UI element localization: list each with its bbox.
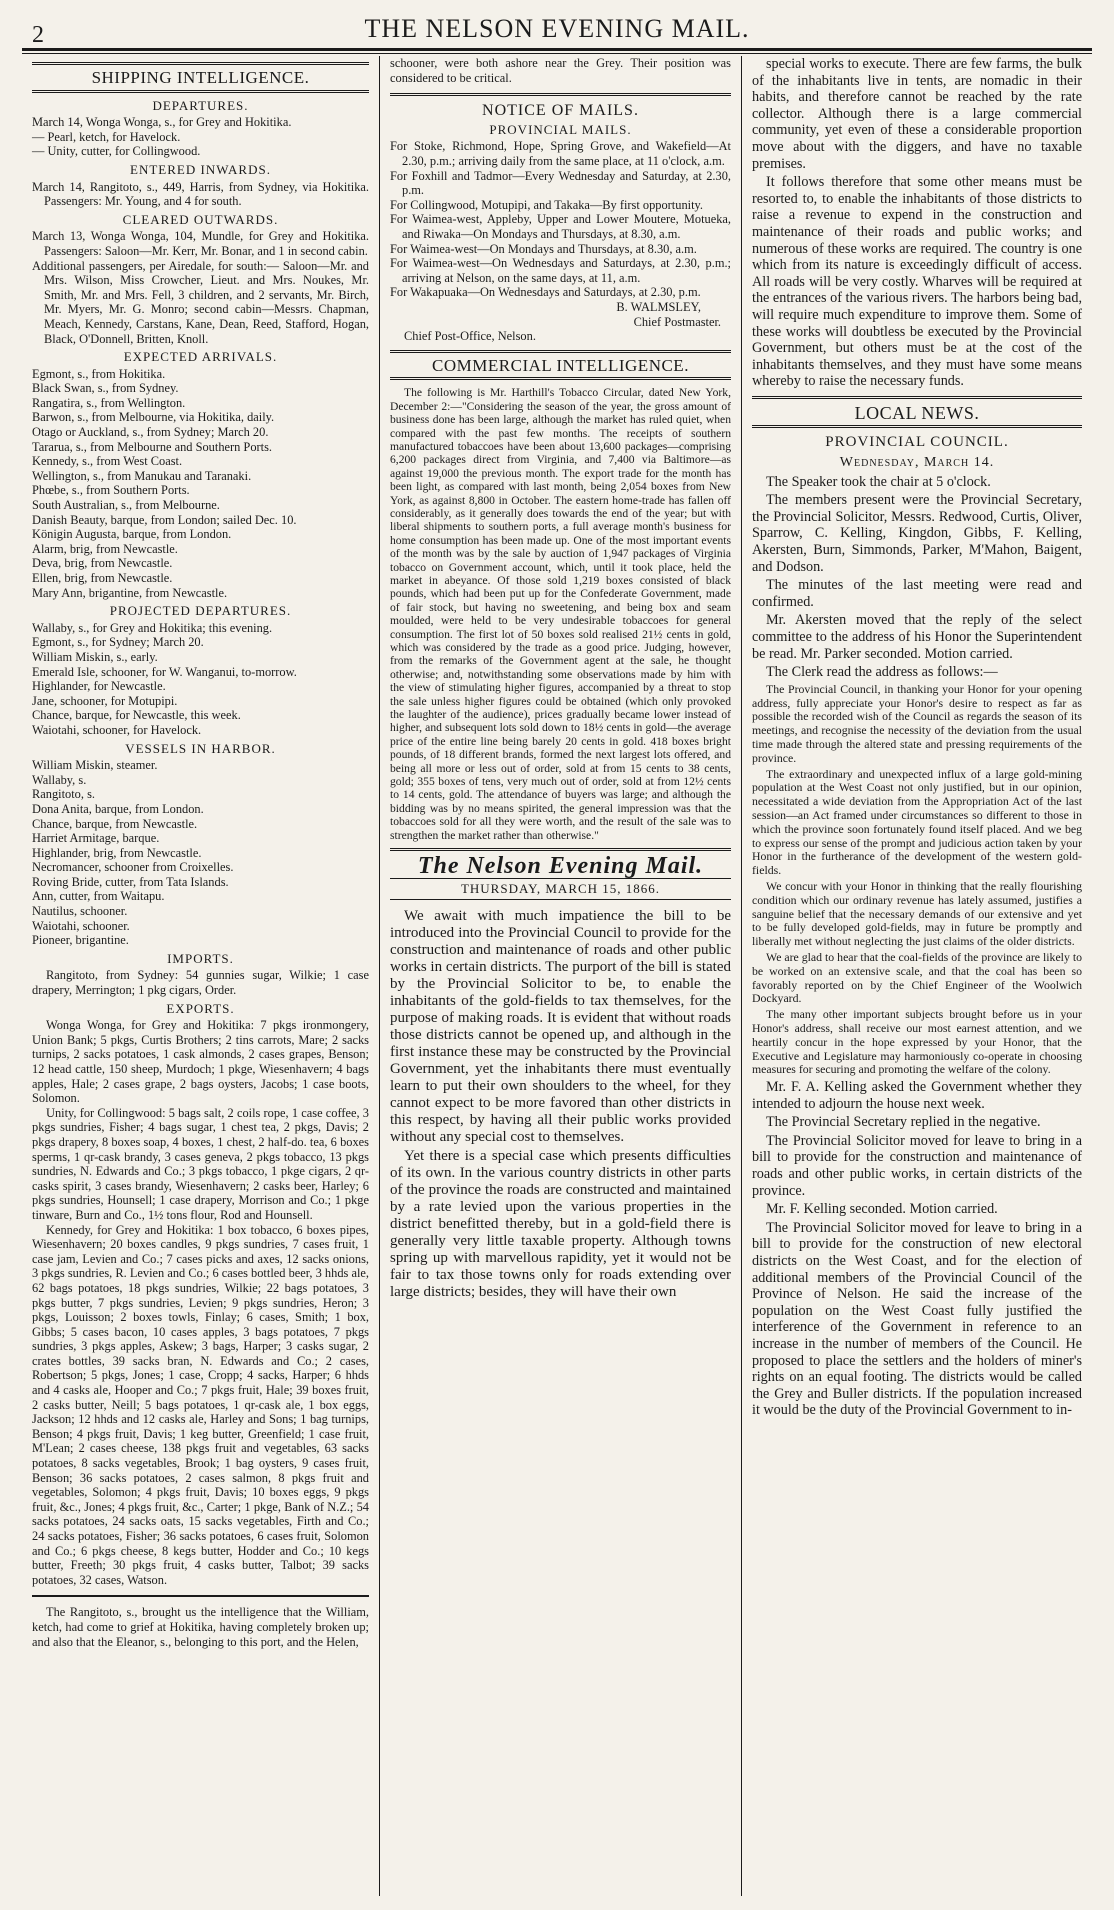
- mail-item: For Waimea-west, Appleby, Upper and Lower Moutere, Motueka, and Riwaka—On Mondays and Thursdays, at 8.30, a.m.: [390, 212, 731, 241]
- separator: [390, 93, 731, 96]
- vessels-heading: VESSELS IN HARBOR.: [125, 740, 276, 756]
- column-shipping: [22, 56, 380, 1896]
- expected-item: Otago or Auckland, s., from Sydney; March 20.: [32, 425, 269, 440]
- entered-heading: ENTERED INWARDS.: [130, 161, 271, 177]
- masthead-rule: [22, 48, 1092, 51]
- expected-item: Barwon, s., from Melbourne, via Hokitika, daily.: [32, 410, 275, 425]
- projected-item: Highlander, for Newcastle.: [32, 679, 166, 694]
- export-item: Unity, for Collingwood: 5 bags salt, 2 coils rope, 1 case coffee, 3 pkgs sundries, Fisher; 4 bags sugar, 1 chest tea, 2 pkgs, Davis; 2 pkgs drapery, 8 boxes soap, 4 boxes, 1 chest, 2 half-do. tea, 6 boxes sperms, 1 qr-cask brandy, 3 cases geneva, 2 pkgs tobacco, 13 pkgs sundries, N. Edwards and Co.; 3 pkgs tobacco, 1 pkge cigars, 2 qr-casks spirit, 3 cases brandy, Wiesenhavern; 2 casks beer, Harley; 6 pkgs sundries, Hounsell; 1 case drapery, Morrison and Co.; 1 pkge tinware, Burn and Co., 1½ tons flour, Rod and Hounsell.: [32, 1105, 369, 1222]
- leader-paragraph: We await with much impatience the bill to be introduced into the Provincial Council to provide for the construction and maintenance of roads and other public works in certain districts. The purport of the bill is stated by the Provincial Solicitor to be, to enable the inhabitants of the gold-fields to tax themselves, for the purpose of making roads. It is evident that without roads those districts cannot be opened up, and although in the first instance these may be constructed by the Provincial Government, yet the inhabitants there must eventually learn to put their own shoulders to the wheel, for they cannot expect to be more favored than other districts in this respect, by having all their public works provided without any special cost to themselves.: [390, 908, 731, 1146]
- address-paragraph: We concur with your Honor in thinking that the really flourishing condition which our ordinary revenue has lately assumed, justifies a sanguine belief that the necessary demands of our extensive and yet to be fully developed gold-fields, may in future be promptly and liberally met without neglecting the just claims of the older districts.: [752, 878, 1082, 949]
- separator: [32, 1595, 369, 1597]
- projected-item: Chance, barque, for Newcastle, this week.: [32, 708, 241, 723]
- departures-list: [32, 115, 369, 159]
- vessel-item: Necromancer, schooner from Croixelles.: [32, 860, 234, 875]
- commercial-heading: COMMERCIAL INTELLIGENCE.: [390, 350, 731, 381]
- projected-list: [32, 621, 369, 738]
- expected-item: Königin Augusta, barque, from London.: [32, 527, 232, 542]
- leader-paragraph: special works to execute. There are few farms, the bulk of the inhabitants live in tents, are nomadic in their habits, and therefore cannot be reached by the rate collector. Although there is a large commercial community, yet even of these a considerable proportion move about with the diggers, and have no taxable premises.: [752, 56, 1082, 172]
- vessel-item: Harriet Armitage, barque.: [32, 831, 160, 846]
- vessel-item: Highlander, brig, from Newcastle.: [32, 845, 202, 860]
- vessel-item: Dona Anita, barque, from London.: [32, 801, 204, 816]
- additional-passengers: Additional passengers, per Airedale, for south:— Saloon—Mr. and Mrs. Wilson, Miss Crowcher, Lieut. and Mrs. Noukes, Mr. Smith, Mr. and Mrs. Fell, 3 children, and 2 servants, Mr. Birch, Mr. Myers, Mr. G. Monro; second cabin—Messrs. Chapman, Meach, Kennedy, Carstans, Kane, Dean, Reed, Stafford, Hogan, Black, O'Donnell, Britten, Knoll.: [32, 258, 369, 346]
- council-date: Wednesday, March 14.: [839, 455, 995, 471]
- imports-heading: IMPORTS.: [167, 950, 234, 966]
- proceeding-paragraph: Mr. Akersten moved that the reply of the select committee to the address of his Honor the Superintendent be read. Mr. Parker seconded. Motion carried.: [752, 612, 1082, 662]
- vessel-item: Roving Bride, cutter, from Tata Islands.: [32, 874, 229, 889]
- proceeding-paragraph: The Speaker took the chair at 5 o'clock.: [766, 473, 991, 490]
- exports-heading: EXPORTS.: [166, 1000, 235, 1016]
- expected-item: Alarm, brig, from Newcastle.: [32, 541, 178, 556]
- leader-paragraph: It follows therefore that some other means must be resorted to, to enable the inhabitants of those districts to raise a revenue to expend in the construction and maintenance of their roads and public works; and numerous of these works are required. The country is one which from its nature is exceedingly difficult of access. All roads will be very costly. Wharves will be required at the entrances of the various rivers. The harbors being bad, will require much expenditure to improve them. Some of these works will doubtless be executed by the Provincial Government, but others must be at the cost of the inhabitants themselves, and they must have some means whereby to raise the necessary funds.: [752, 174, 1082, 390]
- column-mails-commercial: [380, 56, 742, 1896]
- columns: [22, 56, 1092, 1896]
- departure-item: — Unity, cutter, for Collingwood.: [32, 144, 201, 159]
- carryover-text: schooner, were both ashore near the Grey. Their position was considered to be critical.: [390, 56, 731, 85]
- vessel-item: Chance, barque, from Newcastle.: [32, 816, 198, 831]
- vessels-list: [32, 758, 369, 948]
- mail-item: For Foxhill and Tadmor—Every Wednesday and Saturday, at 2.30, p.m.: [390, 168, 731, 198]
- leader-article: [390, 908, 731, 1301]
- page-number: 2: [32, 22, 44, 48]
- expected-heading: EXPECTED ARRIVALS.: [123, 349, 278, 365]
- proceeding-paragraph: The Clerk read the address as follows:—: [766, 664, 998, 681]
- vessel-item: William Miskin, steamer.: [32, 758, 158, 773]
- vessel-item: Wallaby, s.: [32, 772, 87, 787]
- mails-subheading: PROVINCIAL MAILS.: [489, 121, 632, 137]
- cleared-text: March 13, Wonga Wonga, 104, Mundle, for Grey and Hokitika. Passengers: Saloon—Mr. Kerr, Mr. Bonar, and 1 in second cabin.: [32, 229, 369, 258]
- proceeding-paragraph: Mr. F. A. Kelling asked the Government whether they intended to adjourn the house next week.: [752, 1079, 1082, 1112]
- expected-item: Wellington, s., from Manukau and Taranaki.: [32, 468, 252, 483]
- departure-item: March 14, Wonga Wonga, s., for Grey and Hokitika.: [32, 115, 292, 130]
- projected-item: Jane, schooner, for Motupipi.: [32, 693, 178, 708]
- proceeding-paragraph: The members present were the Provincial Secretary, the Provincial Solicitor, Messrs. Redwood, Curtis, Oliver, Sparrow, C. Kelling, Kingdon, Gibbs, F. Kelling, Akersten, Burn, Simmonds, Parker, M'Mahon, Baigent, and Dodson.: [752, 492, 1082, 575]
- export-item: Wonga Wonga, for Grey and Hokitika: 7 pkgs ironmongery, Union Bank; 5 pkgs, Curtis Brothers; 2 tins carrots, Mare; 2 sacks turnips, 2 sacks potatoes, 1 cask almonds, 2 cases grapes, Benson; 12 head cattle, 150 sheep, Murdoch; 1 pkge, Wiesenhavern; 4 bags apples, Hale; 2 cases grape, 2 bags oysters, Jacobs; 1 case boots, Solomon.: [32, 1018, 369, 1106]
- council-heading: PROVINCIAL COUNCIL.: [825, 434, 1009, 451]
- vessel-item: Waiotahi, schooner.: [32, 918, 130, 933]
- projected-item: Wallaby, s., for Grey and Hokitika; this evening.: [32, 620, 273, 635]
- departures-heading: DEPARTURES.: [152, 97, 249, 113]
- exports-list: [32, 1018, 369, 1587]
- projected-item: Waiotahi, schooner, for Havelock.: [32, 722, 202, 737]
- expected-item: South Australian, s., from Melbourne.: [32, 498, 220, 513]
- address-paragraph: The Provincial Council, in thanking your Honor for your opening address, fully appreciate your Honor's desire to respect as far as possible the recorded wish of the Council as regards the season of its meetings, and recognise the necessity of the deviation from the usual time made through the altered state and pressing requirements of the province.: [752, 681, 1082, 765]
- proceeding-paragraph: The Provincial Solicitor moved for leave to bring in a bill to provide for the construction of new electoral districts on the West Coast, and for the election of additional members of the Provincial Council of the Province of Nelson. He said the increase of the population on the West Coast fully justified the interference of the Government in reference to an increase in the number of members of the Council. He proposed to place the settlers and the holders of miner's rights on an equal footing. The districts would be called the Grey and Buller districts. If the population increased it would be the duty of the Provincial Government to in-: [752, 1219, 1082, 1419]
- masthead-rule-thin: [22, 53, 1092, 54]
- expected-item: Mary Ann, brigantine, from Newcastle.: [32, 585, 228, 600]
- departure-item: — Pearl, ketch, for Havelock.: [32, 129, 181, 144]
- mail-item: For Waimea-west—On Mondays and Thursdays, at 8.30, a.m.: [390, 241, 697, 256]
- proceeding-paragraph: The Provincial Secretary replied in the negative.: [766, 1114, 1041, 1131]
- council-proceedings: [752, 474, 1082, 681]
- mail-item: For Wakapuaka—On Wednesdays and Saturdays, at 2.30, p.m.: [390, 285, 701, 300]
- post-office: Chief Post-Office, Nelson.: [404, 329, 536, 344]
- address-paragraph: The many other important subjects brought before us in your Honor's address, shall receive our most earnest attention, and we heartily concur in the hope expressed by your Honor, that the Executive and Legislature may harmoniously co-operate in choosing measures for securing and promoting the welfare of the colony.: [752, 1007, 1082, 1077]
- column-local-news: [742, 56, 1092, 1896]
- cleared-heading: CLEARED OUTWARDS.: [122, 211, 279, 227]
- shipping-heading: SHIPPING INTELLIGENCE.: [32, 62, 369, 93]
- signature-name: B. WALMSLEY,: [616, 299, 701, 314]
- vessel-item: Rangitoto, s.: [32, 787, 95, 802]
- mails-list: [390, 139, 731, 300]
- export-item: Kennedy, for Grey and Hokitika: 1 box tobacco, 6 boxes pipes, Wiesenhavern; 20 boxes candles, 9 pkgs sundries, 7 cases fruit, 1 case jam, Levien and Co.; 7 cases picks and axes, 12 sacks onions, 3 pkgs sundries, R. Levien and Co.; 6 cases bottled beer, 3 hhds ale, 62 bags potatoes, 18 pkgs sundries, Wilkie; 22 bags potatoes, 3 pkgs butter, 7 pkgs sundries, Levien; 9 pkgs sundries, Heron; 3 pkgs, Louisson; 2 boxes towls, Finlay; 6 cases, Smith; 1 box, Gibbs; 5 cases bacon, 10 cases apples, 3 bags potatoes, 7 pkgs sundries, 3 pkgs apples, Askew; 3 bags, Harper; 3 casks sugar, 2 crates bottles, 39 sacks bran, N. Edwards and Co.; 2 cases, Robertson; 5 pkgs, Jones; 1 case, Cropp; 4 sacks, Harper; 6 hhds and 4 casks ale, Hooper and Co.; 7 pkgs fruit, Hale; 39 boxes fruit, 2 casks butter, Neill; 5 bags potatoes, 1 qr-cask ale, 1 box eggs, Jackson; 12 hhds and 12 casks ale, Harley and Sons; 1 bag turnips, Benson; 4 pkgs fruit, Davis; 1 keg butter, Greenfield; 1 case fruit, M'Lean; 2 cases cheese, 138 pkgs fruit and vegetables, 63 sacks potatoes, 8 sacks vegetables, Brook; 1 bag oysters, 9 cases fruit, Benson; 36 sacks potatoes, 2 cases salmon, 8 pkgs fruit and vegetables, Solomon; 4 pkgs fruit, Davis; 10 boxes eggs, 9 pkgs fruit, &c., Jones; 4 pkgs fruit, &c., Carter; 1 pkge, Bank of N.Z.; 54 sacks potatoes, 24 sacks oats, 15 sacks vegetables, Firth and Co.; 24 sacks potatoes, Fisher; 36 sacks potatoes, 6 cases fruit, Solomon and Co.; 6 pkgs cheese, 8 kegs butter, Hodder and Co.; 10 kegs butter, Freeth; 30 pkgs fruit, 4 casks butter, Talbot; 39 sacks potatoes, 32 cases, Watson.: [32, 1222, 369, 1587]
- masthead: [22, 0, 1092, 46]
- mails-heading: NOTICE OF MAILS.: [482, 102, 639, 120]
- signature-title: Chief Postmaster.: [633, 314, 721, 329]
- mail-item: For Waimea-west—On Wednesdays and Saturdays, at 2.30, p.m.; arriving at Nelson, on the same days, at 11, a.m.: [390, 256, 731, 285]
- projected-heading: PROJECTED DEPARTURES.: [109, 603, 292, 619]
- expected-item: Rangatira, s., from Wellington.: [32, 395, 186, 410]
- mail-item: For Collingwood, Motupipi, and Takaka—By first opportunity.: [390, 197, 704, 212]
- vessel-item: Pioneer, brigantine.: [32, 933, 129, 948]
- vessel-item: Nautilus, schooner.: [32, 904, 128, 919]
- leader-continued: [752, 56, 1082, 390]
- expected-item: Danish Beauty, barque, from London; sailed Dec. 10.: [32, 512, 297, 527]
- projected-item: Emerald Isle, schooner, for W. Wanganui, to-morrow.: [32, 664, 297, 679]
- newspaper-title: THE NELSON EVENING MAIL.: [364, 14, 750, 43]
- expected-item: Tararua, s., from Melbourne and Southern Ports.: [32, 439, 273, 454]
- leader-paragraph: Yet there is a special case which presents difficulties of its own. In the various country districts in other parts of the province the roads are constructed and maintained by a rate levied upon the various properties in the district benefitted thereby, but in a gold-field there is generally very little taxable property. Although towns spring up with marvellous rapidity, yet it would not be fair to tax those towns only for roads extending over large districts; besides, they will have their own: [390, 1148, 731, 1301]
- expected-item: Egmont, s., from Hokitika.: [32, 366, 166, 381]
- local-news-heading: LOCAL NEWS.: [752, 396, 1082, 429]
- council-address: [752, 683, 1082, 1077]
- projected-item: Egmont, s., for Sydney; March 20.: [32, 635, 204, 650]
- issue-date: THURSDAY, MARCH 15, 1866.: [390, 878, 731, 901]
- proceeding-paragraph: The Provincial Solicitor moved for leave to bring in a bill to provide for the construction and maintenance of roads and other public works, in certain districts of the province.: [752, 1132, 1082, 1199]
- address-paragraph: We are glad to hear that the coal-fields of the province are likely to be worked on an extensive scale, and that the coal has been so favorably reported on by the Chief Engineer of the Woolwich Dockyard.: [752, 949, 1082, 1006]
- expected-item: Deva, brig, from Newcastle.: [32, 556, 173, 571]
- rangitoto-news: The Rangitoto, s., brought us the intelligence that the William, ketch, had come to grief at Hokitika, having completely broken up; and also that the Eleanor, s., belonging to this port, and the Helen,: [32, 1605, 369, 1649]
- expected-item: Ellen, brig, from Newcastle.: [32, 571, 173, 585]
- vessel-item: Ann, cutter, from Waitapu.: [32, 889, 165, 904]
- council-proceedings-after: [752, 1079, 1082, 1419]
- expected-list: [32, 367, 369, 601]
- projected-item: William Miskin, s., early.: [32, 649, 158, 664]
- proceeding-paragraph: The minutes of the last meeting were read and confirmed.: [752, 577, 1082, 610]
- address-paragraph: The extraordinary and unexpected influx of a large gold-mining population at the West Coast not only justified, but in our opinion, necessitated a wide deviation from the Appropriation Act of the last session—an Act framed under circumstances so different to those in which the province soon fortunately found itself placed. And we beg to express our sense of the prompt and judicious action taken by your Honor in the furtherance of the development of the western gold-fields.: [752, 766, 1082, 878]
- commercial-text: The following is Mr. Harthill's Tobacco Circular, dated New York, December 2:—"Considering the season of the year, the gross amount of business done has been large, although the market has ruled quiet, when compared with the past few months. The receipts of southern manufactured tobaccoes have been about 13,600 packages—comprising 6,200 packages direct from Virginia, and 7,400 via Baltimore—as against 19,000 the previous month. The export trade for the month has been light, as compared with last month, being 2,054 boxes from New York, as against 8,800 in October. The eastern home-trade has fallen off considerably, as it generally does towards the end of the year; but with liberal shipments to southern ports, a full average month's business for home consumption has been made up. One of the most important events of the month was by the sale by auction of 1,947 packages of Virginia tobacco on Government account, which, until it took place, held the market in abeyance. Of those sold 1,219 boxes consisted of black pounds, which had been put up for the Confederate Government, made of fair stock, but having no sweetening, and being box and seam moulded, were held to be very undesirable tobaccoes for general consumption. The first lot of 50 boxes sold realised 21½ cents in gold, which was considered by the trade as a good price. Judging, however, from the remarks of the Government agent at the sale, he thought otherwise; and, notwithstanding some observations made by him with the view of stimulating higher figures, accompanied by a threat to stop the sale unless higher figures could be obtained (which only provoked the laughter of the audience), prices gradually became lower instead of higher, and subsequent lots sold down to 18½ cents in gold—the average price of the entire line being barely 20 cents in gold. 418 boxes bright pounds, of 18 different brands, formed the next largest lots offered, and being all more or less out of order, sold at from 15 cents to 38 cents, gold; 355 boxes of tens, very much out of order, sold at from 12½ cents to 14 cents, gold. The attendance of buyers was large; and although the bidding was by no means spirited, the general impression was that the tobaccoes sold for all they were worth, and the result of the sale was to strengthen the market rather than otherwise.": [390, 386, 731, 842]
- paper-name: The Nelson Evening Mail.: [390, 848, 731, 874]
- proceeding-paragraph: Mr. F. Kelling seconded. Motion carried.: [766, 1201, 998, 1218]
- expected-item: Phœbe, s., from Southern Ports.: [32, 483, 190, 498]
- entered-text: March 14, Rangitoto, s., 449, Harris, from Sydney, via Hokitika. Passengers: Mr. Young, and 4 for south.: [32, 179, 369, 209]
- imports-text: Rangitoto, from Sydney: 54 gunnies sugar, Wilkie; 1 case drapery, Merrington; 1 pkg cigars, Order.: [32, 968, 369, 998]
- expected-item: Black Swan, s., from Sydney.: [32, 381, 179, 396]
- mail-item: For Stoke, Richmond, Hope, Spring Grove, and Wakefield—At 2.30, p.m.; arriving daily from the same place, at 11 o'clock, a.m.: [390, 139, 731, 168]
- expected-item: Kennedy, s., from West Coast.: [32, 454, 183, 469]
